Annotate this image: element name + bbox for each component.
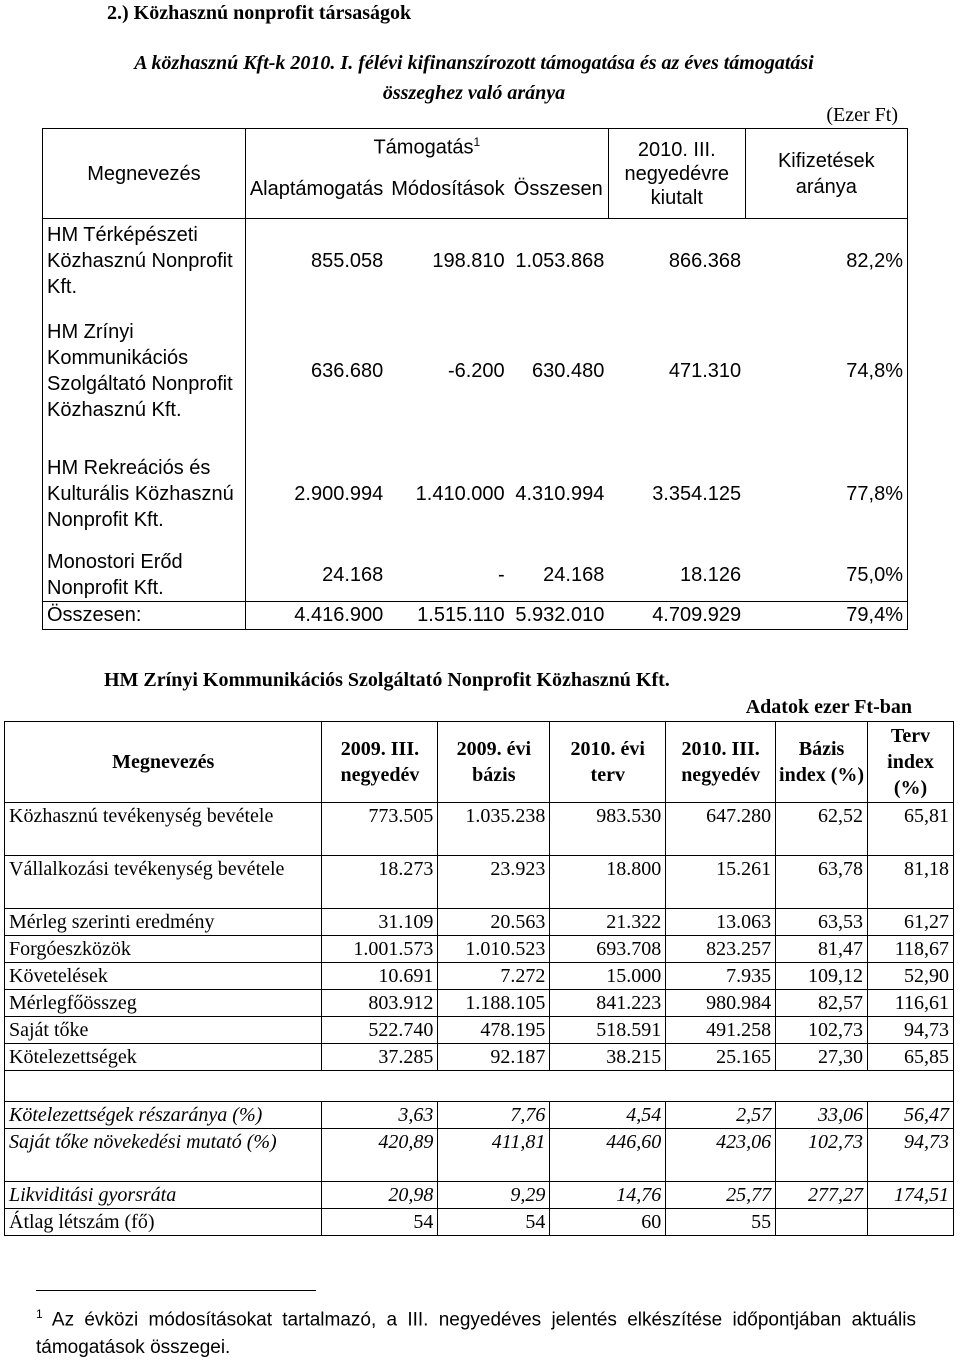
t2-cell-c5: 27,30	[776, 1044, 868, 1071]
t2-cell-c2: 7.272	[438, 963, 550, 990]
t1-cell-total: 630.480	[532, 359, 605, 382]
support-table	[42, 128, 908, 630]
t2-cell-name: Forgóeszközök	[5, 936, 322, 963]
t1-cell-name: HM Térképészeti Közhasznú Nonprofit Kft.	[43, 219, 246, 303]
t2-cell-c2: 9,29	[438, 1182, 550, 1209]
footnote-mark: 1	[36, 1307, 43, 1321]
t2-cell-c2: 23.923	[438, 856, 550, 909]
footnote-divider	[36, 1290, 316, 1291]
t2-cell-c1: 773.505	[322, 803, 438, 856]
t1-cell-total: 24.168	[543, 563, 605, 586]
t2-cell-c5: 63,53	[776, 909, 868, 936]
t2-cell-c4: 2,57	[666, 1102, 776, 1129]
t2-header-c2: 2009. évi bázis	[438, 722, 550, 803]
t2-header-c6: Terv index (%)	[868, 722, 954, 803]
t2-cell-c5: 63,78	[776, 856, 868, 909]
t1-cell-total: 5.932.010	[509, 601, 609, 629]
t2-row	[5, 856, 954, 909]
t1-cell-name: Összesen:	[43, 601, 246, 629]
t2-cell-c3: 4,54	[550, 1102, 666, 1129]
t2-cell-c1: 420,89	[322, 1129, 438, 1182]
t2-cell-c3: 38.215	[550, 1044, 666, 1071]
t2-cell-c5: 81,47	[776, 936, 868, 963]
t2-cell-c3: 14,76	[550, 1182, 666, 1209]
t2-cell-name: Mérlegfőösszeg	[5, 990, 322, 1017]
t2-cell-c3: 518.591	[550, 1017, 666, 1044]
t2-cell-c2: 1.188.105	[438, 990, 550, 1017]
company-data-table	[4, 721, 954, 1236]
t2-cell-c1: 18.273	[322, 856, 438, 909]
t2-cell-c6: 56,47	[868, 1102, 954, 1129]
t2-cell-c6: 174,51	[868, 1182, 954, 1209]
t2-cell-c4: 25.165	[666, 1044, 776, 1071]
footnote-text: Az évközi módosításokat tartalmazó, a III. negyedéves jelentés elkészítése időpontjában aktuális támogatások összegei.	[36, 1309, 916, 1359]
t2-header-name: Megnevezés	[5, 722, 322, 803]
t2-cell-c6: 65,81	[868, 803, 954, 856]
t2-cell-c6: 81,18	[868, 856, 954, 909]
t1-cell-base: 24.168	[322, 563, 384, 586]
t1-cell-ratio: 82,2%	[745, 219, 907, 303]
t2-row	[5, 1182, 954, 1209]
t1-cell-mods: -	[497, 563, 505, 586]
t2-cell-c5: 102,73	[776, 1129, 868, 1182]
t2-cell-c3: 60	[550, 1209, 666, 1236]
t2-cell-c4: 823.257	[666, 936, 776, 963]
t2-cell-c1: 3,63	[322, 1102, 438, 1129]
t2-cell-c6: 94,73	[868, 1129, 954, 1182]
t1-header-mods: Módosítások	[387, 161, 508, 219]
t2-row	[5, 1044, 954, 1071]
t1-cell-mods: 1.515.110	[387, 601, 508, 629]
t2-row	[5, 1102, 954, 1129]
t2-cell-c1: 1.001.573	[322, 936, 438, 963]
t2-cell-c3: 15.000	[550, 963, 666, 990]
t2-cell-c5: 82,57	[776, 990, 868, 1017]
t1-header-ratio: Kifizetések aránya	[745, 129, 907, 219]
t2-cell-c2: 7,76	[438, 1102, 550, 1129]
t2-cell-c4: 55	[666, 1209, 776, 1236]
t2-cell-c5	[776, 1209, 868, 1236]
t2-row	[5, 963, 954, 990]
t1-cell-total: 4.310.994	[515, 482, 605, 505]
t2-cell-name: Likviditási gyorsráta	[5, 1182, 322, 1209]
table2-title: HM Zrínyi Kommunikációs Szolgáltató Nonprofit Közhasznú Kft.	[104, 669, 670, 691]
t2-cell-c4: 13.063	[666, 909, 776, 936]
t1-cell-base: 855.058	[245, 219, 387, 303]
section-heading: 2.) Közhasznú nonprofit társaságok	[107, 2, 412, 24]
t2-row	[5, 936, 954, 963]
t1-cell-name: HM Zrínyi Kommunikációs Szolgáltató Nonprofit Közhasznú Kft.	[43, 303, 246, 439]
t2-cell-c6: 118,67	[868, 936, 954, 963]
t2-cell-c6: 52,90	[868, 963, 954, 990]
t2-cell-c1: 522.740	[322, 1017, 438, 1044]
table2-unit: Adatok ezer Ft-ban	[745, 696, 912, 718]
t2-cell-name: Saját tőke növekedési mutató (%)	[5, 1129, 322, 1182]
t2-cell-c2: 1.010.523	[438, 936, 550, 963]
table1-unit: (Ezer Ft)	[826, 104, 898, 126]
t2-cell-c6	[868, 1209, 954, 1236]
t2-cell-name: Vállalkozási tevékenység bevétele	[5, 856, 322, 909]
t2-cell-c6: 116,61	[868, 990, 954, 1017]
t1-cell-paid: 866.368	[608, 219, 745, 303]
t2-cell-c6: 61,27	[868, 909, 954, 936]
t1-cell-ratio: 77,8%	[745, 439, 907, 549]
t2-cell-c5: 33,06	[776, 1102, 868, 1129]
t2-cell-c1: 803.912	[322, 990, 438, 1017]
t1-cell-mods: -6.200	[447, 359, 505, 382]
t1-cell-base: 4.416.900	[245, 601, 387, 629]
t2-row	[5, 990, 954, 1017]
t2-row	[5, 909, 954, 936]
t2-cell-c1: 20,98	[322, 1182, 438, 1209]
t1-row	[43, 601, 908, 629]
t1-cell-ratio: 75,0%	[745, 549, 907, 602]
t1-cell-paid: 3.354.125	[652, 482, 742, 505]
t2-cell-c2: 411,81	[438, 1129, 550, 1182]
t2-cell-c5: 102,73	[776, 1017, 868, 1044]
t2-row	[5, 803, 954, 856]
t1-cell-ratio: 79,4%	[745, 601, 907, 629]
t2-header-c3: 2010. évi terv	[550, 722, 666, 803]
table1-title-line1: A közhasznú Kft-k 2010. I. félévi kifinanszírozott támogatása és az éves támogatási	[134, 52, 814, 74]
t1-cell-name: Monostori Erőd Nonprofit Kft.	[43, 549, 246, 602]
t1-row	[43, 219, 908, 303]
t2-cell-c4: 980.984	[666, 990, 776, 1017]
t2-cell-c6: 94,73	[868, 1017, 954, 1044]
t1-row	[43, 549, 908, 602]
footnote	[36, 1300, 916, 1362]
t2-cell-c4: 25,77	[666, 1182, 776, 1209]
t2-cell-c5: 62,52	[776, 803, 868, 856]
t2-header-c1: 2009. III. negyedév	[322, 722, 438, 803]
t1-cell-mods: 198.810	[387, 219, 508, 303]
t2-cell-c2: 20.563	[438, 909, 550, 936]
t2-cell-c4: 15.261	[666, 856, 776, 909]
t1-cell-ratio: 74,8%	[745, 303, 907, 439]
t1-cell-base: 2.900.994	[294, 482, 384, 505]
t1-header-name: Megnevezés	[43, 129, 246, 219]
t2-cell-c3: 693.708	[550, 936, 666, 963]
t2-row	[5, 1129, 954, 1182]
t2-cell-name: Követelések	[5, 963, 322, 990]
t2-header-c5: Bázis index (%)	[776, 722, 868, 803]
table1-title-line2: összeghez való aránya	[382, 82, 566, 104]
t1-cell-paid: 471.310	[668, 359, 742, 382]
t1-cell-base: 636.680	[310, 359, 384, 382]
t2-cell-name: Saját tőke	[5, 1017, 322, 1044]
t2-spacer-row	[5, 1071, 954, 1102]
t2-cell-c5: 277,27	[776, 1182, 868, 1209]
t2-cell-name: Kötelezettségek részaránya (%)	[5, 1102, 322, 1129]
t2-cell-name: Mérleg szerinti eredmény	[5, 909, 322, 936]
t1-cell-paid: 4.709.929	[608, 601, 745, 629]
t2-cell-c4: 7.935	[666, 963, 776, 990]
t2-cell-c2: 1.035.238	[438, 803, 550, 856]
t2-cell-c2: 478.195	[438, 1017, 550, 1044]
t2-cell-c2: 54	[438, 1209, 550, 1236]
t2-cell-c3: 446,60	[550, 1129, 666, 1182]
t2-cell-c1: 37.285	[322, 1044, 438, 1071]
t1-row	[43, 439, 908, 549]
t2-cell-c4: 647.280	[666, 803, 776, 856]
t1-cell-mods: 1.410.000	[415, 482, 505, 505]
t2-cell-c1: 54	[322, 1209, 438, 1236]
t2-cell-name: Közhasznú tevékenység bevétele	[5, 803, 322, 856]
t1-cell-total: 1.053.868	[509, 219, 609, 303]
t1-header-paid: 2010. III. negyedévre kiutalt	[608, 129, 745, 219]
t2-cell-c3: 21.322	[550, 909, 666, 936]
t1-header-total: Összesen	[509, 161, 609, 219]
t2-row	[5, 1017, 954, 1044]
t2-row	[5, 1209, 954, 1236]
t2-cell-c3: 983.530	[550, 803, 666, 856]
t1-cell-name: HM Rekreációs és Kulturális Közhasznú Nonprofit Kft.	[43, 439, 246, 549]
t1-header-base: Alaptámogatás	[245, 161, 387, 219]
t2-cell-c6: 65,85	[868, 1044, 954, 1071]
t1-row	[43, 303, 908, 439]
t2-cell-c3: 18.800	[550, 856, 666, 909]
t2-cell-c3: 841.223	[550, 990, 666, 1017]
t2-cell-c1: 10.691	[322, 963, 438, 990]
t1-header-support: Támogatás$^1$	[245, 129, 608, 161]
t2-cell-c4: 491.258	[666, 1017, 776, 1044]
t1-cell-paid: 18.126	[680, 563, 742, 586]
t2-cell-c5: 109,12	[776, 963, 868, 990]
t2-cell-c1: 31.109	[322, 909, 438, 936]
t2-header-c4: 2010. III. negyedév	[666, 722, 776, 803]
t2-cell-name: Átlag létszám (fő)	[5, 1209, 322, 1236]
t2-cell-c4: 423,06	[666, 1129, 776, 1182]
t2-cell-c2: 92.187	[438, 1044, 550, 1071]
t2-cell-name: Kötelezettségek	[5, 1044, 322, 1071]
